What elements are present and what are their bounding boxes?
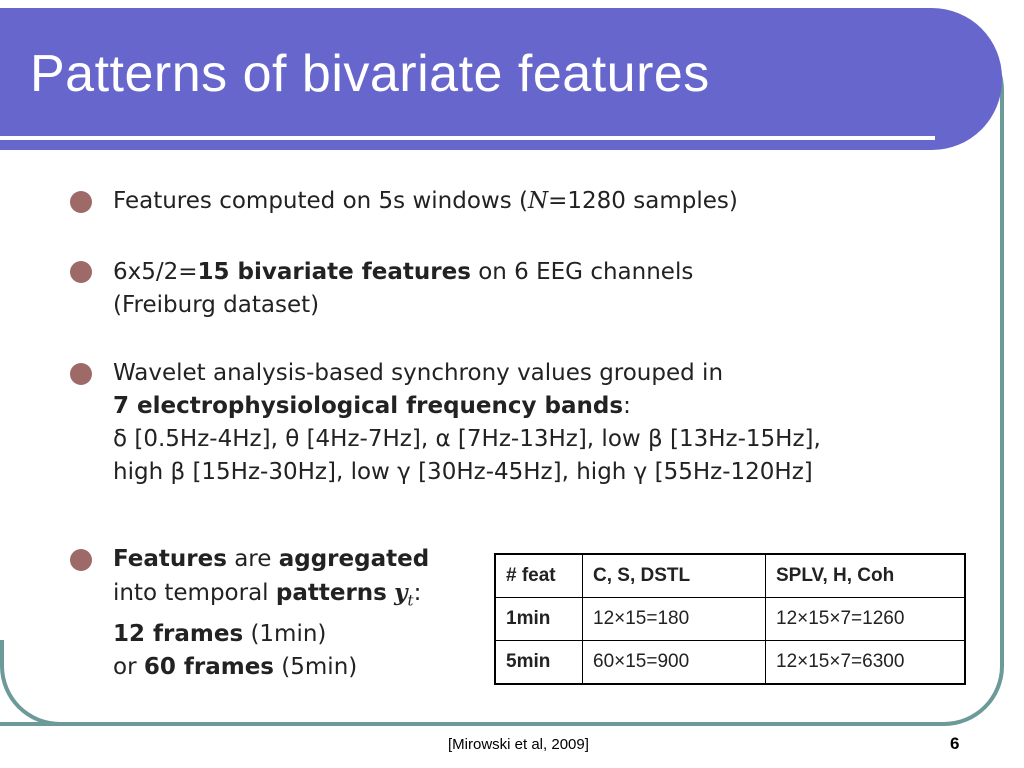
bullet-dot (70, 261, 92, 283)
bullet-dot (70, 191, 92, 213)
table-cell: 12×15×7=1260 (766, 598, 966, 641)
page-number: 6 (950, 734, 960, 753)
bullet-3-text: Wavelet analysis-based synchrony values grouped in 7 electrophysiological frequency bands: δ [0.5Hz-4Hz], θ [4Hz-7Hz], α [7Hz-13Hz], low β [13Hz-15Hz], high β [15Hz-30Hz], low γ [30Hz-45Hz], high γ [55Hz-120Hz] (113, 360, 821, 485)
bullet-dot (70, 549, 92, 571)
table-cell: 12×15×7=6300 (766, 641, 966, 685)
table-row (495, 554, 965, 598)
bullet-dot (70, 363, 92, 385)
table-cell: 12×15=180 (583, 598, 766, 641)
table-header-cell: # feat (495, 554, 583, 598)
bullet-4-text: Features are aggregated into temporal patterns $y_t$: 12 frames (1min) or 60 frames (5min) (113, 546, 430, 680)
title-underline (0, 136, 935, 140)
table-cell: 60×15=900 (583, 641, 766, 685)
table-row (495, 641, 965, 685)
bullet-1-text: Features computed on 5s windows (N=1280 samples) (113, 188, 738, 214)
slide-title: Patterns of bivariate features (30, 45, 710, 103)
bullet-2-text: 6x5/2=15 bivariate features on 6 EEG channels (Freiburg dataset) (113, 259, 694, 318)
table-cell: 5min (495, 641, 583, 685)
table-cell: 1min (495, 598, 583, 641)
features-table (494, 553, 966, 685)
citation: [Mirowski et al, 2009] (448, 736, 589, 753)
table-header-cell: SPLV, H, Coh (766, 554, 966, 598)
table-row (495, 598, 965, 641)
table-header-cell: C, S, DSTL (583, 554, 766, 598)
